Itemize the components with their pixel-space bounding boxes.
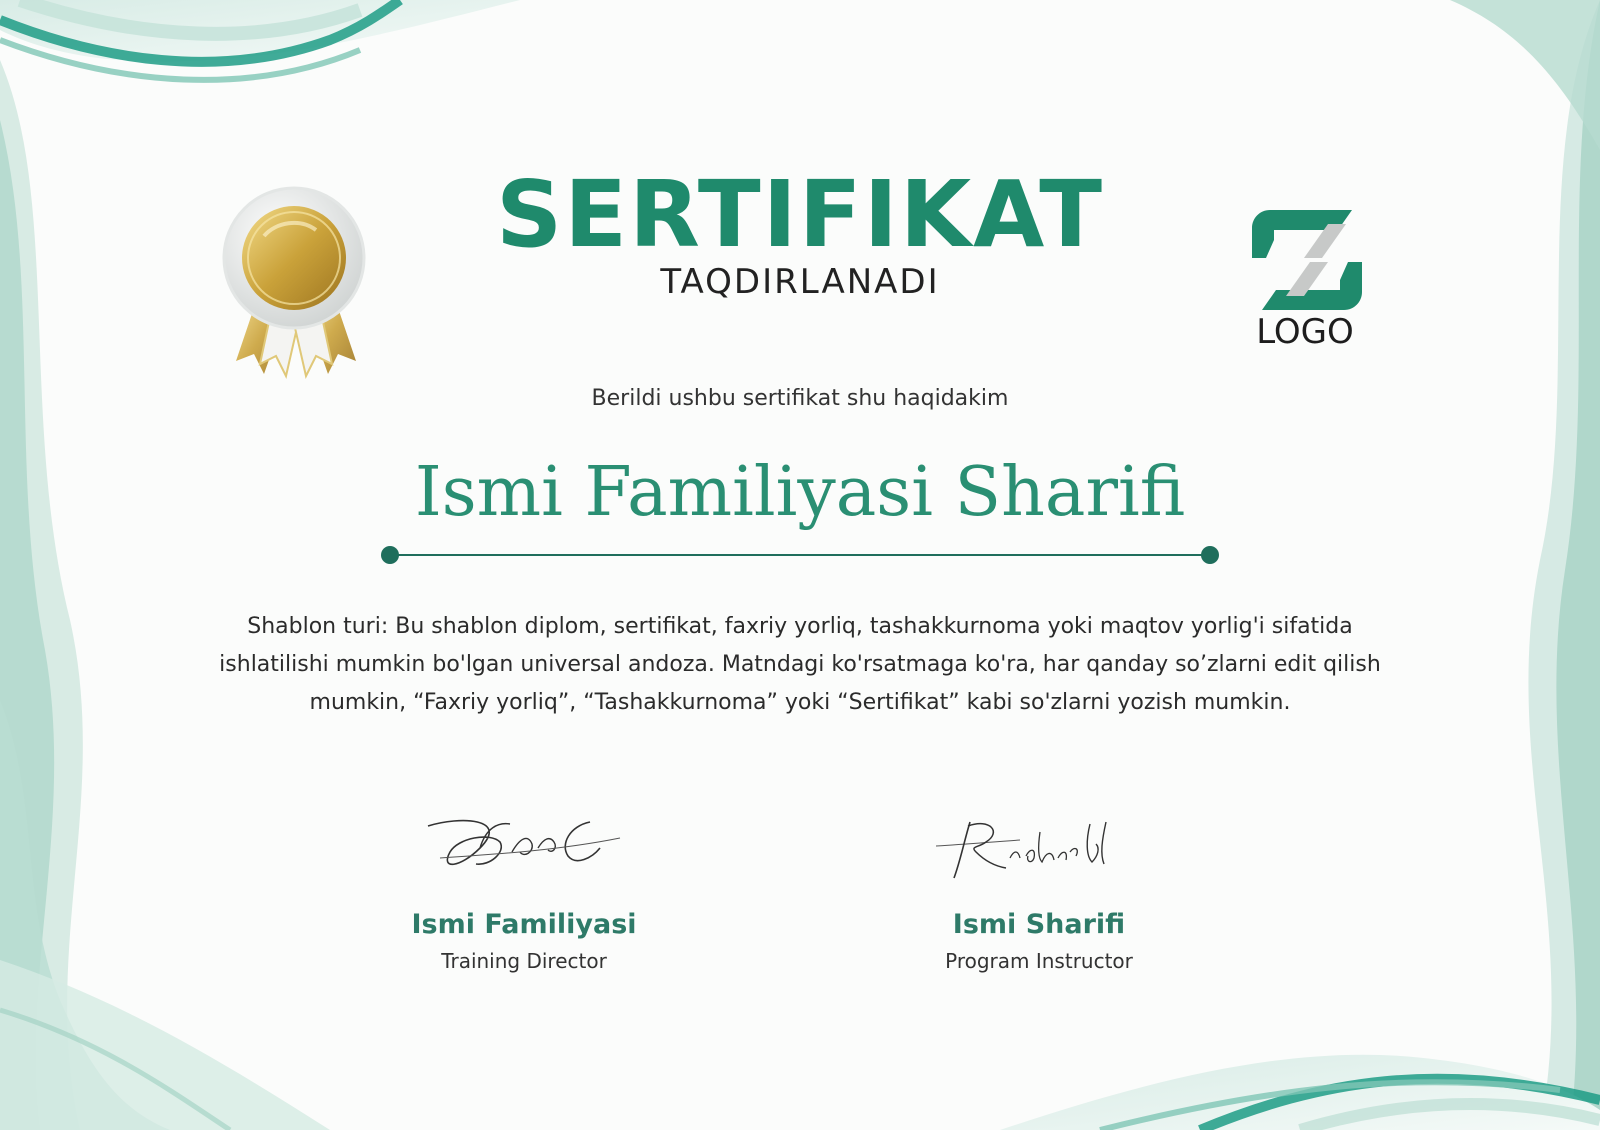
recipient-name: Ismi Familiyasi Sharifi — [414, 453, 1186, 532]
s-logo-icon — [1242, 210, 1372, 310]
signatory-role-right: Program Instructor — [945, 949, 1133, 973]
signatory-name-right: Ismi Sharifi — [952, 909, 1126, 940]
certificate-description — [140, 608, 1460, 722]
signatory-role-left: Training Director — [441, 949, 607, 973]
name-divider — [380, 545, 1220, 565]
description-line: ishlatilishi mumkin bo'lgan universal andoza. Matndagi ko'rsatmaga ko'ra, har qanday so’zlarni edit qilish — [219, 652, 1381, 677]
signature-right-image — [930, 812, 1150, 902]
description-line: mumkin, “Faxriy yorliq”, “Tashakkurnoma” yoki “Sertifikat” kabi so'zlarni yozish mumkin. — [309, 690, 1291, 715]
description-line: Shablon turi: Bu shablon diplom, sertifikat, faxriy yorliq, tashakkurnoma yoki maqtov yorlig'i sifatida — [247, 614, 1353, 639]
intro-text: Berildi ushbu sertifikat shu haqidakim — [591, 386, 1009, 411]
signature-left-image — [420, 808, 640, 898]
signatory-name-left: Ismi Familiyasi — [411, 909, 637, 940]
certificate-title: SERTIFIKAT — [496, 161, 1104, 268]
certificate-subtitle: TAQDIRLANADI — [660, 262, 940, 302]
logo-label: LOGO — [1256, 312, 1354, 352]
